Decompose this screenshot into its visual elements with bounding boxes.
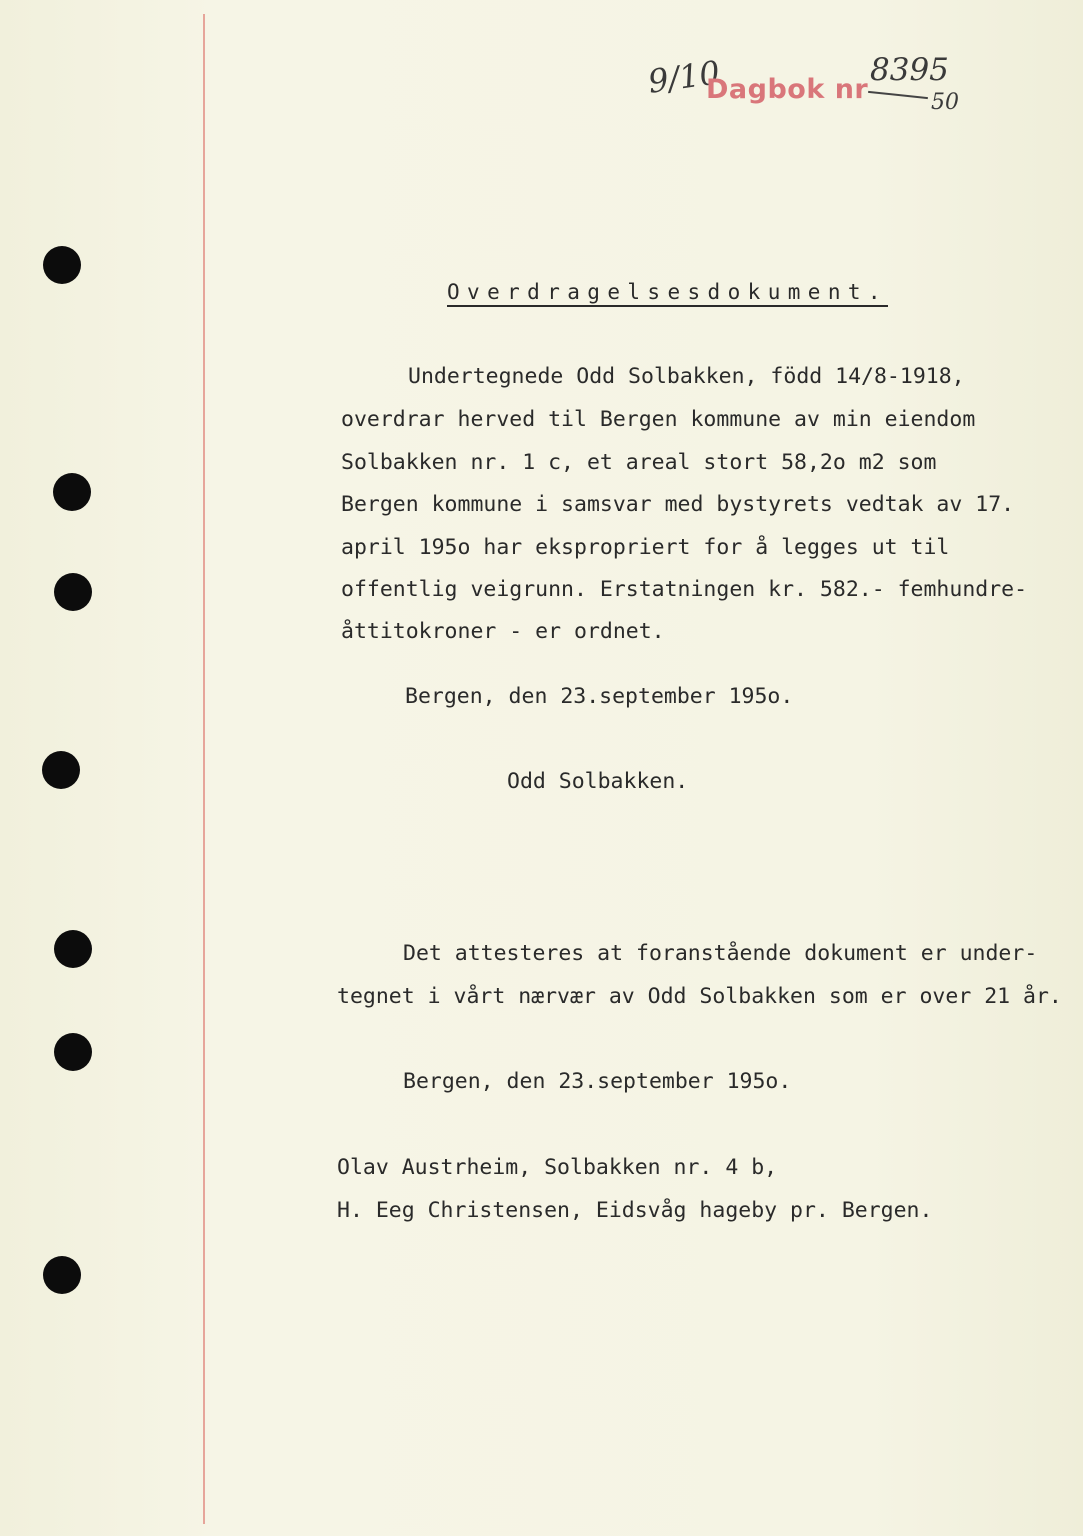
attestation-line: tegnet i vårt nærvær av Odd Solbakken som er over 21 år. (337, 984, 1062, 1009)
document-title: Overdragelsesdokument. (447, 280, 888, 307)
punch-hole (53, 473, 91, 511)
body-line: åttitokroner - er ordnet. (341, 619, 665, 644)
punch-hole (43, 246, 81, 284)
witness-line: H. Eeg Christensen, Eidsvåg hageby pr. Bergen. (337, 1198, 933, 1223)
place-date: Bergen, den 23.september 195o. (405, 684, 794, 709)
handwritten-rule (868, 91, 928, 99)
punch-hole (42, 751, 80, 789)
punch-hole (54, 1033, 92, 1071)
body-line: overdrar herved til Bergen kommune av min eiendom (341, 407, 976, 432)
punch-hole (54, 573, 92, 611)
margin-rule (203, 14, 205, 1524)
signature-name: Odd Solbakken. (507, 769, 689, 794)
body-line: Solbakken nr. 1 c, et areal stort 58,2o m2 som (341, 450, 937, 475)
punch-hole (43, 1256, 81, 1294)
diary-year: 50 (931, 90, 959, 115)
punch-hole (54, 930, 92, 968)
body-line: Undertegnede Odd Solbakken, född 14/8-1918, (408, 364, 965, 389)
body-line: Bergen kommune i samsvar med bystyrets vedtak av 17. (341, 492, 1015, 517)
body-line: april 195o har ekspropriert for å legges ut til (341, 535, 950, 560)
attestation-line: Det attesteres at foranstående dokument er under- (403, 941, 1038, 966)
place-date: Bergen, den 23.september 195o. (403, 1069, 792, 1094)
body-line: offentlig veigrunn. Erstatningen kr. 582.- femhundre- (341, 577, 1028, 602)
handwritten-date: 9/10 (645, 53, 723, 101)
witness-line: Olav Austrheim, Solbakken nr. 4 b, (337, 1155, 778, 1180)
stamp-label: Dagbok nr (706, 74, 869, 105)
diary-stamp (645, 52, 998, 142)
diary-number: 8395 (870, 52, 949, 88)
